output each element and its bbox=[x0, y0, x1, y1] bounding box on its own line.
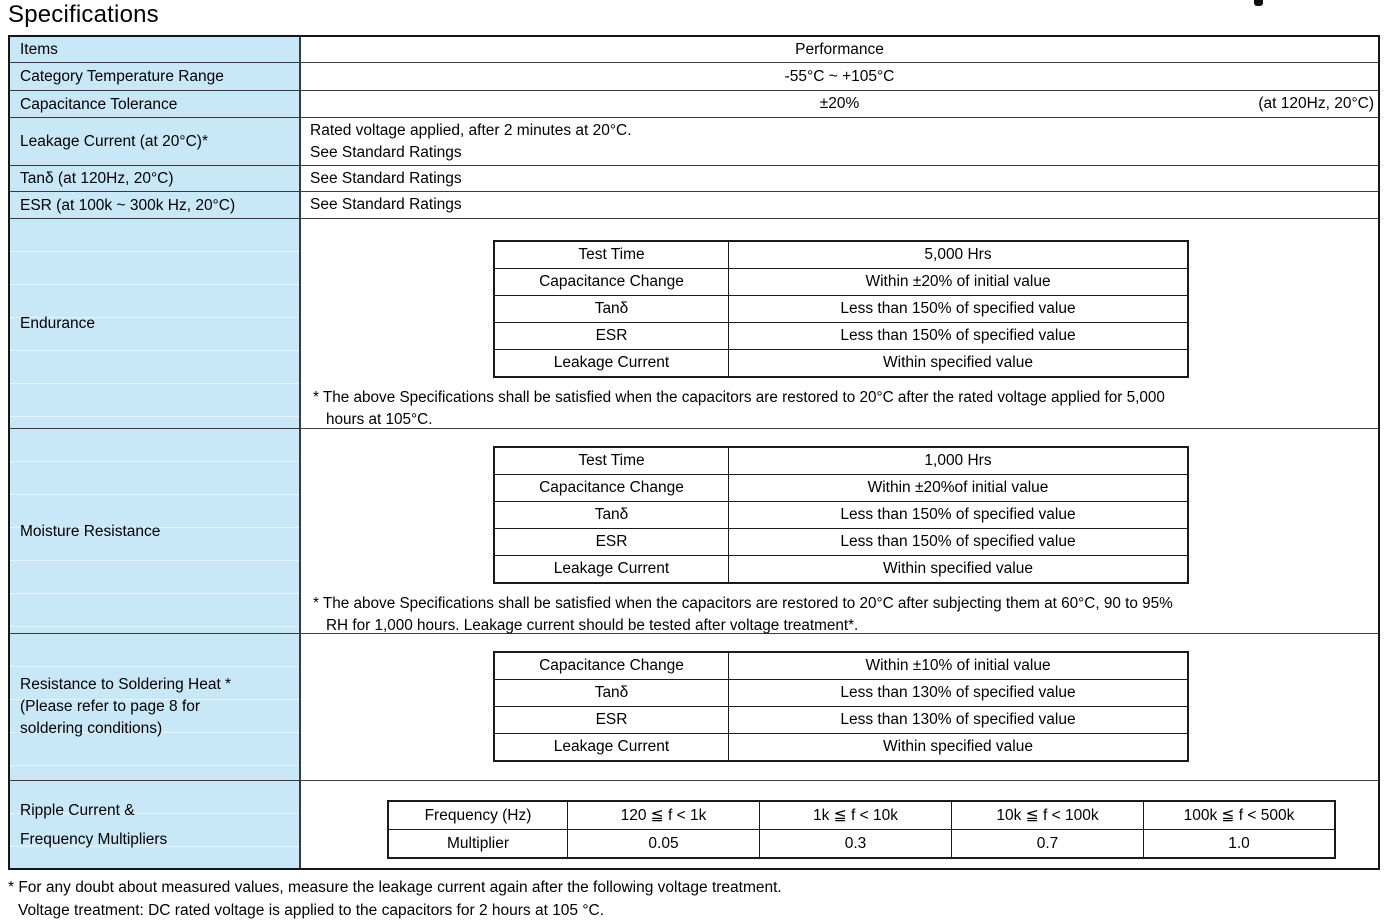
table-header-row bbox=[10, 37, 1378, 62]
ripple-current-cell bbox=[301, 781, 1378, 868]
moisture-note-line1: * The above Specifications shall be satisfied when the capacitors are restored to 20°C after subjecting them at 60°C, 90 to 95% bbox=[313, 595, 1173, 612]
spec-value-cell: Within specified value bbox=[729, 350, 1189, 378]
header-performance-cell bbox=[301, 37, 1378, 62]
capacitance-tolerance-cell bbox=[301, 91, 1378, 117]
spec-item-cell: Tanδ bbox=[494, 680, 729, 707]
endurance-label: Endurance bbox=[10, 219, 301, 428]
spec-value-cell: Within ±10% of initial value bbox=[729, 652, 1189, 680]
spec-value-cell: Within specified value bbox=[729, 556, 1189, 584]
endurance-cell bbox=[301, 219, 1378, 428]
soldering-heat-label-line2: (Please refer to page 8 for bbox=[20, 698, 201, 715]
table-row bbox=[494, 707, 1188, 734]
soldering-heat-cell bbox=[301, 634, 1378, 780]
table-row bbox=[494, 241, 1188, 269]
esr-label: ESR (at 100k ~ 300k Hz, 20°C) bbox=[10, 192, 301, 218]
spec-item-cell: Leakage Current bbox=[494, 556, 729, 584]
table-row bbox=[494, 652, 1188, 680]
spec-item-cell: Tanδ bbox=[494, 502, 729, 529]
table-row bbox=[494, 680, 1188, 707]
soldering-heat-label-line1: Resistance to Soldering Heat * bbox=[20, 676, 232, 693]
soldering-heat-row bbox=[10, 633, 1378, 780]
frequency-header-cell: Frequency (Hz) bbox=[388, 801, 568, 830]
spec-value-cell: 5,000 Hrs bbox=[729, 241, 1189, 269]
ripple-current-label bbox=[10, 781, 301, 868]
spec-value-cell: Less than 130% of specified value bbox=[729, 680, 1189, 707]
spec-item-cell: ESR bbox=[494, 529, 729, 556]
specifications-table bbox=[8, 35, 1380, 870]
tan-delta-cell bbox=[301, 166, 1378, 191]
leakage-current-label: Leakage Current (at 20°C)* bbox=[10, 118, 301, 165]
category-temperature-range-value: -55°C ~ +105°C bbox=[784, 67, 895, 85]
spec-item-cell: Test Time bbox=[494, 447, 729, 475]
leakage-current-line1: Rated voltage applied, after 2 minutes at 20°C. bbox=[310, 122, 632, 139]
endurance-row bbox=[10, 218, 1378, 428]
spec-item-cell: Leakage Current bbox=[494, 734, 729, 762]
moisture-resistance-row bbox=[10, 428, 1378, 633]
leakage-current-cell bbox=[301, 118, 1378, 165]
table-row bbox=[494, 475, 1188, 502]
spec-item-cell: ESR bbox=[494, 707, 729, 734]
stray-ink-mark bbox=[1254, 0, 1263, 6]
frequency-multiplier-table bbox=[387, 800, 1336, 859]
spec-value-cell: Less than 150% of specified value bbox=[729, 296, 1189, 323]
spec-item-cell: ESR bbox=[494, 323, 729, 350]
endurance-note bbox=[313, 387, 1370, 431]
ripple-current-row bbox=[10, 780, 1378, 868]
spec-item-cell: Leakage Current bbox=[494, 350, 729, 378]
footnote-line1: * For any doubt about measured values, measure the leakage current again after the following voltage treatment. bbox=[8, 879, 782, 896]
multiplier-value-cell: 0.05 bbox=[568, 830, 760, 859]
endurance-note-line1: * The above Specifications shall be satisfied when the capacitors are restored to 20°C after the rated voltage applied for 5,000 bbox=[313, 389, 1165, 406]
multiplier-value-cell: 1.0 bbox=[1144, 830, 1336, 859]
spec-value-cell: Less than 150% of specified value bbox=[729, 529, 1189, 556]
moisture-resistance-label: Moisture Resistance bbox=[10, 429, 301, 633]
table-row bbox=[10, 90, 1378, 117]
capacitance-tolerance-label: Capacitance Tolerance bbox=[10, 91, 301, 117]
soldering-heat-label bbox=[10, 634, 301, 780]
table-row bbox=[494, 734, 1188, 762]
spec-item-cell: Test Time bbox=[494, 241, 729, 269]
table-row bbox=[494, 296, 1188, 323]
capacitance-tolerance-value: ±20% bbox=[819, 95, 860, 112]
spec-item-cell: Tanδ bbox=[494, 296, 729, 323]
table-row bbox=[494, 323, 1188, 350]
table-row bbox=[10, 191, 1378, 218]
tan-delta-label: Tanδ (at 120Hz, 20°C) bbox=[10, 166, 301, 191]
multiplier-value-cell: 0.3 bbox=[760, 830, 952, 859]
spec-value-cell: 1,000 Hrs bbox=[729, 447, 1189, 475]
frequency-range-cell: 1k ≦ f < 10k bbox=[760, 801, 952, 830]
spec-item-cell: Capacitance Change bbox=[494, 269, 729, 296]
page-title: Specifications bbox=[8, 1, 159, 28]
spec-value-cell: Within specified value bbox=[729, 734, 1189, 762]
moisture-note-line2: RH for 1,000 hours. Leakage current should be tested after voltage treatment*. bbox=[326, 617, 859, 634]
table-row bbox=[494, 529, 1188, 556]
capacitance-tolerance-condition: (at 120Hz, 20°C) bbox=[1258, 95, 1374, 112]
spec-value-cell: Within ±20%of initial value bbox=[729, 475, 1189, 502]
footnote-line2: Voltage treatment: DC rated voltage is applied to the capacitors for 2 hours at 105 °C. bbox=[18, 902, 605, 919]
spec-value-cell: Less than 150% of specified value bbox=[729, 323, 1189, 350]
esr-cell bbox=[301, 192, 1378, 218]
multiplier-row bbox=[388, 830, 1335, 859]
frequency-range-cell: 100k ≦ f < 500k bbox=[1144, 801, 1336, 830]
spec-value-cell: Within ±20% of initial value bbox=[729, 269, 1189, 296]
table-row bbox=[494, 447, 1188, 475]
table-row bbox=[494, 556, 1188, 584]
frequency-range-cell: 120 ≦ f < 1k bbox=[568, 801, 760, 830]
spec-item-cell: Capacitance Change bbox=[494, 475, 729, 502]
moisture-inner-table bbox=[493, 446, 1189, 584]
soldering-heat-label-line3: soldering conditions) bbox=[20, 720, 163, 737]
frequency-header-row bbox=[388, 801, 1335, 830]
table-row bbox=[10, 62, 1378, 90]
frequency-range-cell: 10k ≦ f < 100k bbox=[952, 801, 1144, 830]
spec-value-cell: Less than 150% of specified value bbox=[729, 502, 1189, 529]
esr-value: See Standard Ratings bbox=[310, 196, 462, 213]
multiplier-header-cell: Multiplier bbox=[388, 830, 568, 859]
multiplier-value-cell: 0.7 bbox=[952, 830, 1144, 859]
spec-value-cell: Less than 130% of specified value bbox=[729, 707, 1189, 734]
leakage-current-line2: See Standard Ratings bbox=[310, 144, 462, 161]
table-row bbox=[10, 117, 1378, 165]
endurance-inner-table bbox=[493, 240, 1189, 378]
soldering-inner-table bbox=[493, 651, 1189, 762]
moisture-resistance-cell bbox=[301, 429, 1378, 633]
footnotes bbox=[8, 876, 782, 921]
ripple-current-label-line2: Frequency Multipliers bbox=[20, 830, 168, 848]
table-row bbox=[494, 269, 1188, 296]
endurance-note-line2: hours at 105°C. bbox=[326, 411, 433, 428]
header-performance-label: Performance bbox=[795, 40, 884, 58]
category-temperature-range-cell bbox=[301, 63, 1378, 90]
spec-item-cell: Capacitance Change bbox=[494, 652, 729, 680]
table-row bbox=[10, 165, 1378, 191]
table-row bbox=[494, 350, 1188, 378]
table-row bbox=[494, 502, 1188, 529]
ripple-current-label-line1: Ripple Current & bbox=[20, 801, 135, 819]
tan-delta-value: See Standard Ratings bbox=[310, 169, 462, 187]
category-temperature-range-label: Category Temperature Range bbox=[10, 63, 301, 90]
moisture-note bbox=[313, 593, 1370, 637]
header-items-cell: Items bbox=[10, 37, 301, 62]
